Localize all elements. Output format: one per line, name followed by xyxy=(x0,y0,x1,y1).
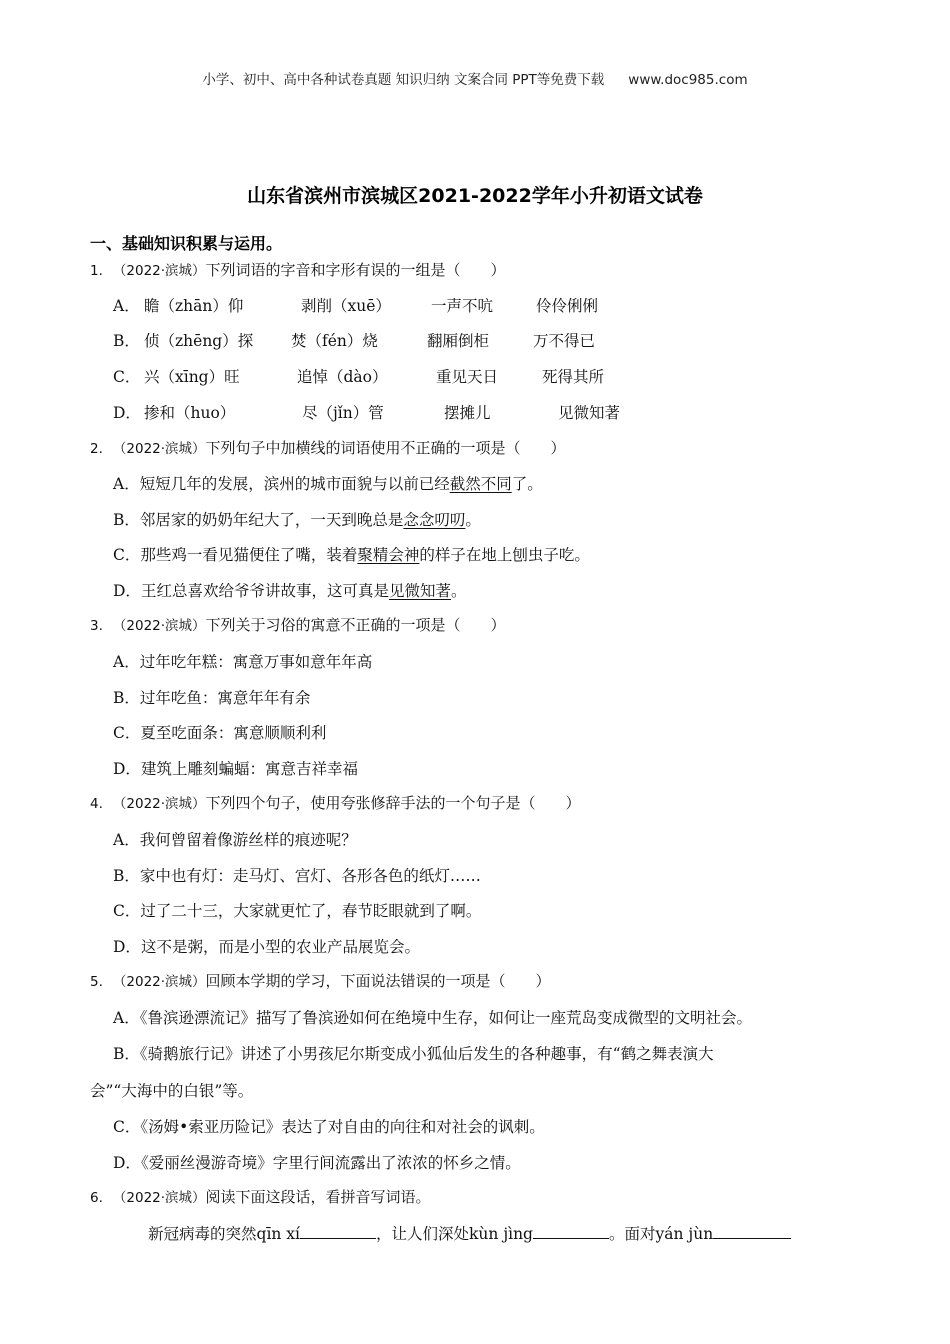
q5-option-d xyxy=(113,1151,521,1173)
option-label: B． xyxy=(113,867,140,885)
q1-option-b xyxy=(113,329,813,351)
option-word: 一声不吭 xyxy=(431,297,494,315)
passage-text: 新冠病毒的突然 xyxy=(148,1225,257,1243)
option-text: 夏至吃面条：寓意顺顺利利 xyxy=(140,724,327,742)
question-5 xyxy=(90,970,551,991)
option-label: D． xyxy=(113,1154,141,1172)
question-text: 下列四个句子，使用夸张修辞手法的一个句子是（ ） xyxy=(205,794,581,812)
q4-option-a xyxy=(113,828,357,850)
q4-option-c xyxy=(113,899,481,921)
option-label: D． xyxy=(113,404,141,422)
option-text: 王红总喜欢给爷爷讲故事，这可真是 xyxy=(140,582,389,600)
option-word: 死得其所 xyxy=(542,368,605,386)
underlined-word: 见微知著 xyxy=(388,582,451,600)
option-text: 的样子在地上刨虫子吃。 xyxy=(419,546,590,564)
question-text: 下列词语的字音和字形有误的一组是（ ） xyxy=(205,261,506,279)
question-number: 2. xyxy=(90,441,103,457)
option-word: 焚（fén）烧 xyxy=(291,332,378,350)
q5-option-c xyxy=(113,1115,545,1137)
question-1 xyxy=(90,259,506,280)
underlined-word: 聚精会神 xyxy=(357,546,420,564)
option-word: 见微知著 xyxy=(558,404,621,422)
option-text: 过年吃年糕：寓意万事如意年年高 xyxy=(139,653,373,671)
option-text: 邻居家的奶奶年纪大了，一天到晚总是 xyxy=(139,511,404,529)
question-number: 1. xyxy=(90,263,103,279)
question-source: （2022·滨城） xyxy=(112,263,206,279)
option-text: 《汤姆•索亚历险记》表达了对自由的向往和对社会的讽刺。 xyxy=(140,1118,545,1136)
option-label: A． xyxy=(113,1009,140,1027)
question-source: （2022·滨城） xyxy=(112,618,206,634)
option-label: B． xyxy=(113,1045,140,1063)
section-heading: 一、基础知识积累与运用。 xyxy=(90,234,283,253)
q2-option-a xyxy=(113,472,543,494)
option-word: 瞻（zhān）仰 xyxy=(144,297,244,315)
q3-option-c xyxy=(113,721,326,743)
option-word: 翻厢倒柜 xyxy=(427,332,490,350)
option-word: 重见天日 xyxy=(436,368,499,386)
question-source: （2022·滨城） xyxy=(112,796,206,812)
pinyin: kùn jìng xyxy=(469,1225,533,1243)
q3-option-b xyxy=(113,686,310,708)
option-label: A． xyxy=(113,297,140,315)
q4-option-d xyxy=(113,935,420,957)
option-label: C． xyxy=(113,1118,141,1136)
option-word: 追悼（dào） xyxy=(297,368,388,386)
option-label: B． xyxy=(113,332,140,350)
option-label: A． xyxy=(113,653,140,671)
q2-option-b xyxy=(113,508,481,530)
option-label: B． xyxy=(113,511,140,529)
pinyin: qīn xí xyxy=(256,1225,301,1243)
question-number: 6. xyxy=(90,1190,103,1206)
option-text: 我何曾留着像游丝样的痕迹呢？ xyxy=(139,831,357,849)
question-number: 4. xyxy=(90,796,103,812)
option-text: 家中也有灯：走马灯、宫灯、各形各色的纸灯…… xyxy=(139,867,481,885)
page-header xyxy=(0,68,950,88)
option-label: C． xyxy=(113,546,141,564)
option-label: C． xyxy=(113,724,141,742)
option-word: 剥削（xuē） xyxy=(301,297,391,315)
option-text: 过了二十三，大家就更忙了，春节眨眼就到了啊。 xyxy=(140,902,482,920)
answer-blank[interactable] xyxy=(713,1224,791,1239)
option-text: 《爱丽丝漫游奇境》字里行间流露出了浓浓的怀乡之情。 xyxy=(140,1154,521,1172)
option-word: 掺和（huo） xyxy=(144,404,236,422)
passage-text: ，让人们深处 xyxy=(376,1225,470,1243)
option-text: 过年吃鱼：寓意年年有余 xyxy=(139,689,311,707)
answer-blank[interactable] xyxy=(533,1224,609,1239)
q2-option-d xyxy=(113,579,466,601)
question-text: 下列关于习俗的寓意不正确的一项是（ ） xyxy=(205,616,506,634)
option-label: C． xyxy=(113,902,141,920)
option-word: 万不得已 xyxy=(533,332,596,350)
option-text: 。 xyxy=(450,582,467,600)
option-word: 侦（zhēng）探 xyxy=(144,332,254,350)
option-text: 短短几年的发展，滨州的城市面貌与以前已经 xyxy=(139,475,450,493)
question-text: 阅读下面这段话，看拼音写词语。 xyxy=(205,1188,431,1206)
q2-option-c xyxy=(113,543,590,565)
q1-option-a xyxy=(113,294,813,316)
header-site[interactable]: www.doc985.com xyxy=(628,72,748,88)
option-text: 。 xyxy=(465,511,481,529)
q3-option-a xyxy=(113,650,372,672)
q5-option-a xyxy=(113,1006,752,1028)
q5-option-b-continued: 会”“大海中的白银”等。 xyxy=(90,1082,254,1100)
q5-option-b xyxy=(113,1042,714,1064)
option-word: 兴（xīng）旺 xyxy=(144,368,240,386)
option-label: A． xyxy=(113,475,140,493)
underlined-word: 截然不同 xyxy=(449,475,512,493)
option-label: D． xyxy=(113,582,141,600)
question-source: （2022·滨城） xyxy=(112,1190,206,1206)
question-6 xyxy=(90,1186,431,1207)
option-text: 那些鸡一看见猫便住了嘴，装着 xyxy=(140,546,358,564)
question-4 xyxy=(90,792,581,813)
q3-option-d xyxy=(113,757,358,779)
header-text: 小学、初中、高中各种试卷真题 知识归纳 文案合同 PPT等免费下载 xyxy=(202,72,605,88)
question-source: （2022·滨城） xyxy=(112,441,206,457)
option-text: 建筑上雕刻蝙蝠：寓意吉祥幸福 xyxy=(140,760,358,778)
option-word: 尽（jǐn）管 xyxy=(302,404,384,422)
option-label: A． xyxy=(113,831,140,849)
option-label: C． xyxy=(113,368,141,386)
q6-passage xyxy=(148,1222,791,1244)
option-text: 《骑鹅旅行记》讲述了小男孩尼尔斯变成小狐仙后发生的各种趣事，有“鹤之舞表演大 xyxy=(139,1045,714,1063)
q1-option-c xyxy=(113,365,813,387)
underlined-word: 念念叨叨 xyxy=(403,511,466,529)
passage-text: 。面对 xyxy=(608,1225,656,1243)
q1-option-d xyxy=(113,401,813,423)
question-source: （2022·滨城） xyxy=(112,974,206,990)
question-number: 5. xyxy=(90,974,103,990)
option-word: 摆摊儿 xyxy=(444,404,491,422)
option-label: D． xyxy=(113,938,141,956)
question-text: 下列句子中加横线的词语使用不正确的一项是（ ） xyxy=(205,439,566,457)
option-label: D． xyxy=(113,760,141,778)
question-text: 回顾本学期的学习，下面说法错误的一项是（ ） xyxy=(205,972,551,990)
question-2 xyxy=(90,437,566,458)
option-text: 了。 xyxy=(511,475,543,493)
question-number: 3. xyxy=(90,618,103,634)
q4-option-b xyxy=(113,864,481,886)
option-word: 伶伶俐俐 xyxy=(536,297,599,315)
page-title: 山东省滨州市滨城区2021-2022学年小升初语文试卷 xyxy=(247,185,703,207)
pinyin: yán jùn xyxy=(655,1225,714,1243)
option-text: 《鲁滨逊漂流记》描写了鲁滨逊如何在绝境中生存，如何让一座荒岛变成微型的文明社会。 xyxy=(139,1009,752,1027)
question-3 xyxy=(90,614,506,635)
option-label: B． xyxy=(113,689,140,707)
option-text: 这不是粥，而是小型的农业产品展览会。 xyxy=(140,938,420,956)
answer-blank[interactable] xyxy=(300,1224,376,1239)
